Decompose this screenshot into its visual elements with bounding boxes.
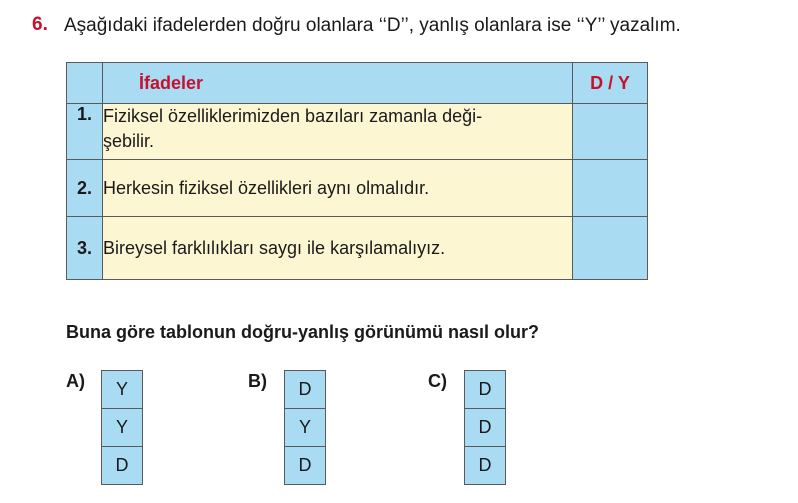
table-row (67, 104, 648, 160)
option-a-value: Y (102, 371, 143, 409)
row-statement: Herkesin fiziksel özellikleri aynı olmalıdır. (103, 160, 573, 217)
answer-cell[interactable] (573, 104, 648, 160)
option-b-value: D (285, 371, 326, 409)
table-row (67, 217, 648, 280)
option-b-value: D (285, 447, 326, 485)
option-b-box[interactable] (284, 370, 326, 485)
row-statement-line1: Fiziksel özelliklerimizden bazıları zamanla deği- (103, 106, 483, 126)
header-answer-title: D / Y (573, 63, 648, 104)
option-a-value: Y (102, 409, 143, 447)
option-c-value: D (465, 447, 506, 485)
answer-cell[interactable] (573, 160, 648, 217)
option-b-value: Y (285, 409, 326, 447)
row-number: 2. (67, 160, 103, 217)
question-number: 6. (32, 14, 48, 35)
row-statement-line2: şebilir. (103, 131, 155, 151)
answer-cell[interactable] (573, 217, 648, 280)
header-number-cell (67, 63, 103, 104)
table-row (67, 160, 648, 217)
option-c-value: D (465, 371, 506, 409)
row-number: 3. (67, 217, 103, 280)
option-c-letter: C) (428, 371, 447, 391)
option-c-value: D (465, 409, 506, 447)
option-a-value: D (102, 447, 143, 485)
option-c-box[interactable] (464, 370, 506, 485)
row-statement (103, 104, 573, 160)
statements-table (66, 62, 648, 280)
option-a-letter: A) (66, 371, 85, 391)
option-a-box[interactable] (101, 370, 143, 485)
question-text: Aşağıdaki ifadelerden doğru olanlara ‘‘D’’, yanlış olanlara ise ‘‘Y’’ yazalım. (64, 15, 681, 36)
table-header-row (67, 63, 648, 104)
row-statement: Bireysel farklılıkları saygı ile karşılamalıyız. (103, 217, 573, 280)
row-number: 1. (67, 104, 103, 160)
option-b-letter: B) (248, 371, 267, 391)
question-prompt: Buna göre tablonun doğru-yanlış görünümü nasıl olur? (66, 322, 539, 342)
header-statements-title: İfadeler (103, 63, 573, 104)
